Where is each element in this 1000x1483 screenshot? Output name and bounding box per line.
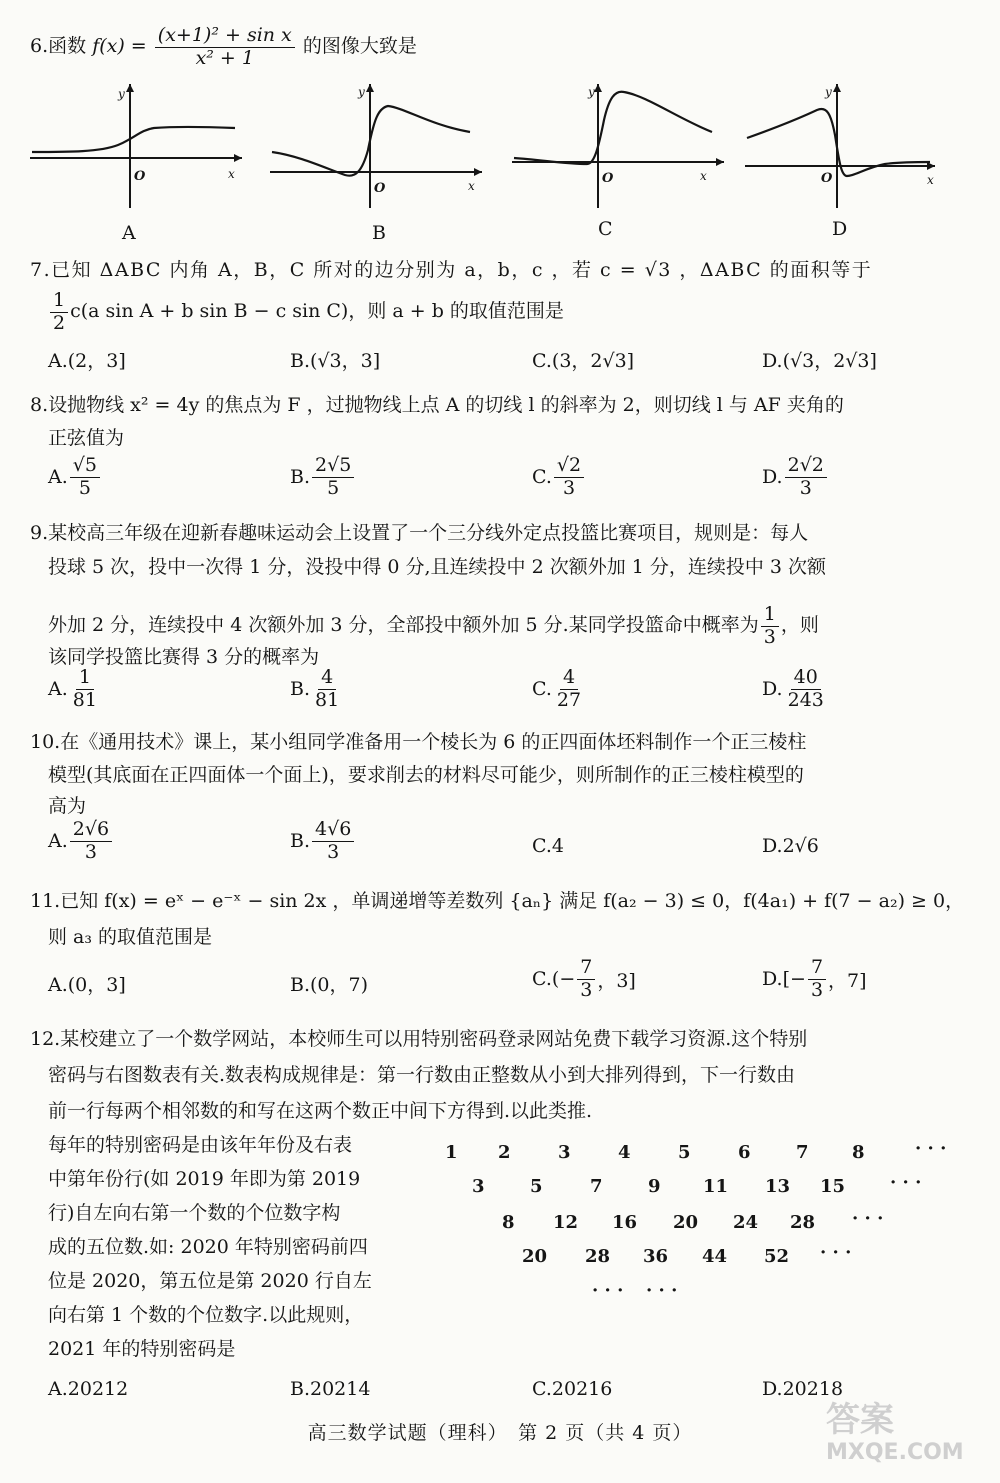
- table-cell: 3: [472, 1176, 485, 1197]
- q8-line2: 正弦值为: [48, 427, 125, 449]
- q12-side-3: 行)自左向右第一个数的个位数字构: [48, 1202, 341, 1224]
- table-cell: 52: [764, 1246, 790, 1267]
- q12-line3: 前一行每两个相邻数的和写在这两个数正中间下方得到.以此类推.: [48, 1100, 593, 1122]
- q6-numerator: (x+1)² + sin x: [155, 26, 295, 48]
- table-ellipsis: · · ·: [592, 1280, 624, 1301]
- q11-option-c: C.(− $\frac{7}{3}$ ，3]: [532, 956, 636, 1001]
- page-footer: 高三数学试题（理科） 第 2 页（共 4 页）: [307, 1422, 693, 1444]
- q12-option-b: B.20214: [290, 1378, 371, 1400]
- q9-option-a: A. $\frac{1}{81}$: [48, 666, 97, 711]
- q12-side-7: 2021 年的特别密码是: [48, 1338, 236, 1360]
- graph-d-x-label: x: [927, 173, 934, 187]
- q7-half: $\frac{1}{2}$: [50, 291, 68, 334]
- graph-c-origin: O: [602, 171, 614, 186]
- q7-line1: 7.已知 ΔABC 内角 A，B，C 所对的边分别为 a，b，c ，若 c = √3 ，ΔABC 的面积等于: [30, 259, 873, 281]
- graph-d-origin: O: [821, 171, 833, 186]
- graph-c-x-label: x: [700, 169, 707, 183]
- table-cell: 8: [852, 1142, 865, 1163]
- table-cell: 8: [502, 1212, 515, 1233]
- graph-b-y-label: y: [358, 85, 365, 99]
- graph-c: [512, 80, 727, 210]
- q12-line1: 12.某校建立了一个数学网站，本校师生可以用特别密码登录网站免费下载学习资源.这个特别: [30, 1028, 808, 1050]
- table-cell: 9: [648, 1176, 661, 1197]
- q8-line1: 8.设抛物线 x² = 4y 的焦点为 F ，过抛物线上点 A 的切线 l 的斜率为 2，则切线 l 与 AF 夹角的: [30, 394, 844, 416]
- table-ellipsis: · · ·: [646, 1280, 678, 1301]
- q9-probability: $\frac{1}{3}$: [761, 605, 779, 648]
- table-cell: 20: [673, 1212, 699, 1233]
- q9-line4: 该同学投篮比赛得 3 分的概率为: [48, 646, 320, 668]
- q6-prefix: 6.函数: [30, 35, 87, 57]
- q6-suffix: 的图像大致是: [302, 35, 417, 57]
- q6-denominator: x² + 1: [195, 46, 254, 69]
- table-cell: 7: [590, 1176, 603, 1197]
- table-cell: 6: [738, 1142, 751, 1163]
- table-cell: 3: [558, 1142, 571, 1163]
- table-ellipsis: · · ·: [820, 1242, 852, 1263]
- watermark-url: MXQE.COM: [826, 1440, 964, 1465]
- q12-option-c: C.20216: [532, 1378, 613, 1400]
- table-cell: 20: [522, 1246, 548, 1267]
- graph-a: [30, 80, 245, 210]
- graph-a-origin: O: [134, 169, 146, 184]
- q12-side-6: 向右第 1 个数的个位数字.以此规则，: [48, 1304, 364, 1326]
- q12-line2: 密码与右图数表有关.数表构成规律是：第一行数由正整数从小到大排列得到，下一行数由: [48, 1064, 796, 1086]
- graph-b-origin: O: [374, 181, 386, 196]
- table-cell: 11: [703, 1176, 729, 1197]
- graph-a-x-label: x: [228, 167, 235, 181]
- table-ellipsis: · · ·: [890, 1172, 922, 1193]
- table-cell: 16: [612, 1212, 638, 1233]
- q12-side-4: 成的五位数.如: 2020 年特别密码前四: [48, 1236, 368, 1258]
- q6-func-lhs: f(x) =: [92, 35, 147, 57]
- graph-b-label: B: [372, 222, 386, 244]
- graph-b-x-label: x: [468, 179, 475, 193]
- graph-a-y-label: y: [118, 87, 125, 101]
- q9-option-c: C. $\frac{4}{27}$: [532, 666, 582, 711]
- q11-line1: 11.已知 f(x) = eˣ − e⁻ˣ − sin 2x ，单调递增等差数列 {aₙ} 满足 f(a₂ − 3) ≤ 0，f(4a₁) + f(7 − a₂) ≥ 0，: [30, 890, 965, 912]
- q7-option-a: A.(2，3]: [48, 350, 126, 372]
- q9-line3: 外加 2 分，连续投中 4 次额外加 3 分，全部投中额外加 5 分.某同学投篮命中概率为 $\frac{1}{3}$ ，则: [48, 602, 819, 648]
- q9-line2: 投球 5 次，投中一次得 1 分，没投中得 0 分,且连续投中 2 次额外加 1 分，连续投中 3 次额: [48, 556, 827, 578]
- q8-option-d: D. $\frac{2√2}{3}$: [762, 456, 829, 499]
- table-cell: 15: [820, 1176, 846, 1197]
- table-cell: 1: [445, 1142, 458, 1163]
- watermark-text: 答案: [826, 1400, 894, 1440]
- q12-side-2: 中第年份行(如 2019 年即为第 2019: [48, 1168, 361, 1190]
- q11-option-d: D.[− $\frac{7}{3}$ ，7]: [762, 956, 867, 1001]
- q11-option-b: B.(0，7): [290, 974, 369, 996]
- table-cell: 12: [553, 1212, 579, 1233]
- q9-option-b: B. $\frac{4}{81}$: [290, 666, 340, 711]
- q6-fraction: [155, 23, 295, 69]
- table-cell: 28: [585, 1246, 611, 1267]
- table-cell: 5: [678, 1142, 691, 1163]
- graph-d-label: D: [832, 218, 848, 240]
- graph-a-label: A: [122, 222, 136, 244]
- q11-option-a: A.(0，3]: [48, 974, 126, 996]
- table-ellipsis: · · ·: [915, 1138, 947, 1159]
- graph-b: [270, 80, 485, 210]
- q9-option-d: D. $\frac{40}{243}$: [762, 666, 824, 711]
- graph-d-y-label: y: [825, 85, 832, 99]
- table-cell: 13: [765, 1176, 791, 1197]
- q8-option-a: A. $\frac{√5}{5}$: [48, 456, 102, 499]
- table-cell: 28: [790, 1212, 816, 1233]
- q7-line2-rest: c(a sin A + b sin B − c sin C)，则 a + b 的取值范围是: [70, 300, 564, 322]
- q8-option-b: B. $\frac{2√5}{5}$: [290, 456, 356, 499]
- q12-side-1: 每年的特别密码是由该年年份及右表: [48, 1134, 353, 1156]
- q10-option-c: C.4: [532, 835, 564, 857]
- table-cell: 36: [643, 1246, 669, 1267]
- table-cell: 4: [618, 1142, 631, 1163]
- q10-line2: 模型(其底面在正四面体一个面上)，要求削去的材料尽可能少，则所制作的正三棱柱模型的: [48, 764, 804, 786]
- q7-option-d: D.(√3，2√3]: [762, 350, 877, 372]
- q7-option-c: C.(3，2√3]: [532, 350, 635, 372]
- graph-d: [745, 80, 960, 210]
- table-cell: 7: [796, 1142, 809, 1163]
- q7-option-b: B.(√3，3]: [290, 350, 381, 372]
- q11-line2: 则 a₃ 的取值范围是: [48, 926, 213, 948]
- table-cell: 44: [702, 1246, 728, 1267]
- q10-line3: 高为: [48, 795, 87, 817]
- table-cell: 24: [733, 1212, 759, 1233]
- q12-option-d: D.20218: [762, 1378, 844, 1400]
- q8-option-c: C. $\frac{√2}{3}$: [532, 456, 586, 499]
- q9-line1: 9.某校高三年级在迎新春趣味运动会上设置了一个三分线外定点投篮比赛项目，规则是：每人: [30, 522, 809, 544]
- q10-option-a: A. $\frac{2√6}{3}$: [48, 820, 114, 863]
- q7-line2: [48, 288, 564, 334]
- graph-c-label: C: [598, 218, 613, 240]
- q12-option-a: A.20212: [48, 1378, 129, 1400]
- table-cell: 5: [530, 1176, 543, 1197]
- q12-side-5: 位是 2020，第五位是第 2020 行自左: [48, 1270, 372, 1292]
- q10-line1: 10.在《通用技术》课上，某小组同学准备用一个棱长为 6 的正四面体坯料制作一个正三棱柱: [30, 731, 807, 753]
- q10-option-d: D.2√6: [762, 835, 819, 857]
- q10-option-b: B. $\frac{4√6}{3}$: [290, 820, 356, 863]
- graph-c-y-label: y: [588, 85, 595, 99]
- q6-stem: [30, 18, 417, 74]
- table-ellipsis: · · ·: [852, 1208, 884, 1229]
- table-cell: 2: [498, 1142, 511, 1163]
